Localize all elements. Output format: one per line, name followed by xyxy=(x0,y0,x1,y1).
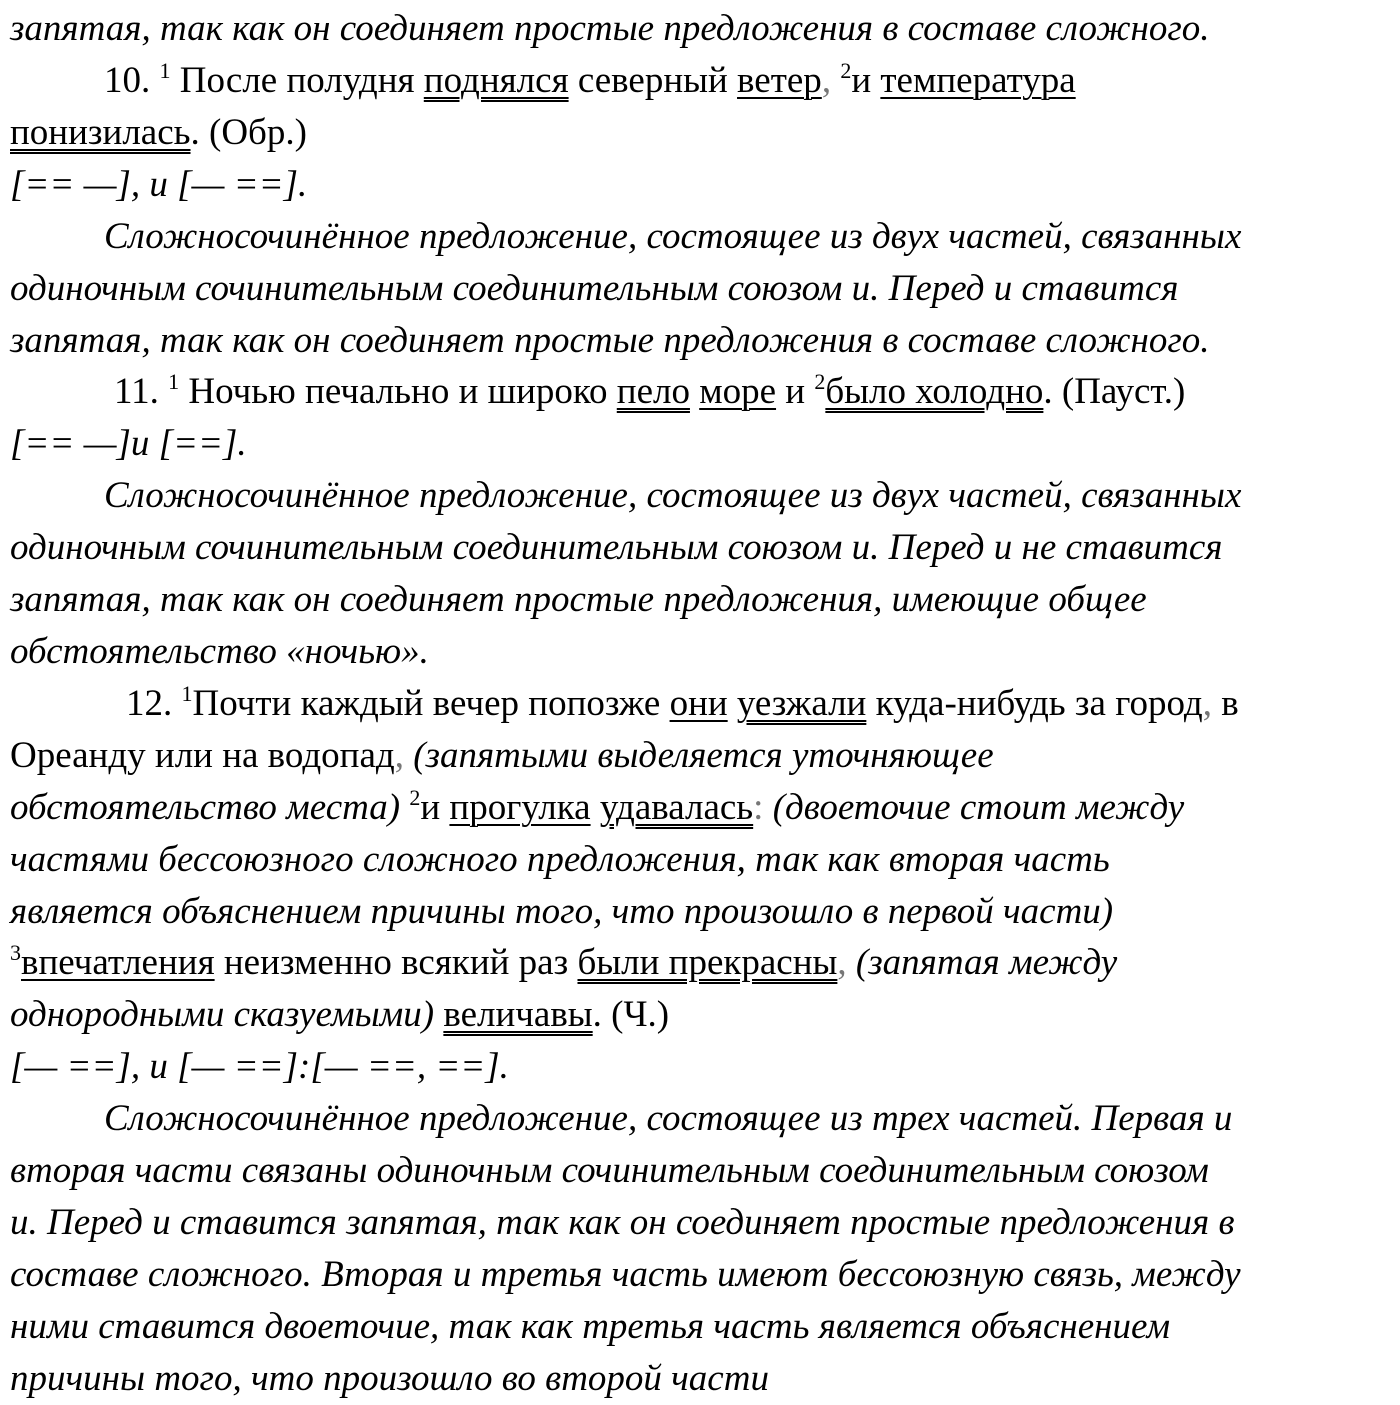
predicate: величавы xyxy=(443,994,593,1035)
punctuation-comma: , xyxy=(1202,683,1212,724)
subject: море xyxy=(699,371,777,412)
predicate: уезжали xyxy=(736,683,867,724)
subject: они xyxy=(669,683,728,724)
sentence-scheme: [== —], и [— ==]. xyxy=(10,164,308,205)
punctuation-note: (двоеточие стоит между xyxy=(763,787,1185,828)
explanation-line: Сложносочинённое предложение, состоящее из двух частей, связанных xyxy=(104,475,1242,516)
sentence-number: 12. xyxy=(126,683,182,724)
text-fragment: северный xyxy=(568,60,738,101)
text-fragment xyxy=(591,787,600,828)
text-fragment: Почти каждый вечер попозже xyxy=(192,683,670,724)
explanation-line: запятая, так как он соединяет простые предложения, имеющие общее xyxy=(10,579,1147,620)
part-index: 2 xyxy=(409,785,421,810)
text-line xyxy=(10,937,1117,989)
text-line: запятая, так как он соединяет простые предложения в составе сложного. xyxy=(10,8,1210,49)
text-fragment xyxy=(690,371,699,412)
text-line xyxy=(10,989,669,1041)
sentence-scheme: [— ==], и [— ==]:[— ==, ==]. xyxy=(10,1046,509,1087)
explanation-line: одиночным сочинительным соединительным союзом и. Перед и не ставится xyxy=(10,527,1223,568)
predicate: пело xyxy=(616,371,690,412)
explanation-line: Сложносочинённое предложение, состоящее из трех частей. Первая и xyxy=(104,1098,1233,1139)
text-fragment: и xyxy=(420,787,450,828)
text-fragment: неизменно всякий раз xyxy=(214,942,578,983)
text-fragment: Ореанду или на водопад xyxy=(10,735,395,776)
sentence-12 xyxy=(126,678,1239,730)
text-line xyxy=(10,107,307,159)
explanation-line: обстоятельство «ночью». xyxy=(10,631,429,672)
subject: ветер xyxy=(737,60,822,101)
explanation-line: и. Перед и ставится запятая, так как он соединяет простые предложения в xyxy=(10,1202,1235,1243)
punctuation-comma: , xyxy=(837,942,847,983)
text-fragment: и xyxy=(851,60,881,101)
sentence-number: 11. xyxy=(114,371,169,412)
subject: впечатления xyxy=(21,942,215,983)
subject: прогулка xyxy=(449,787,591,828)
text-line xyxy=(10,782,1184,834)
text-fragment xyxy=(728,683,737,724)
explanation-line: составе сложного. Вторая и третья часть имеют бессоюзную связь, между xyxy=(10,1254,1241,1295)
explanation-line: ними ставится двоеточие, так как третья часть является объяснением xyxy=(10,1306,1171,1347)
source-reference: . (Пауст.) xyxy=(1043,371,1186,412)
text-fragment: в xyxy=(1211,683,1239,724)
part-index: 1 xyxy=(181,681,193,706)
predicate: понизилась xyxy=(10,112,191,153)
predicate: было холодно xyxy=(825,371,1044,412)
part-index: 3 xyxy=(10,940,21,965)
punctuation-note: (запятыми выделяется уточняющее xyxy=(403,735,994,776)
text-fragment: Ночью печально и широко xyxy=(179,371,617,412)
explanation-line: одиночным сочинительным соединительным союзом и. Перед и ставится xyxy=(10,268,1179,309)
sentence-10 xyxy=(104,55,1076,107)
punctuation-note: однородными сказуемыми) xyxy=(10,994,444,1035)
explanation-line: Сложносочинённое предложение, состоящее из двух частей, связанных xyxy=(104,216,1242,257)
part-index: 2 xyxy=(840,58,852,83)
punctuation-comma: , xyxy=(394,735,404,776)
part-index: 1 xyxy=(168,369,180,394)
sentence-11 xyxy=(114,366,1185,418)
part-index: 1 xyxy=(159,58,171,83)
punctuation-colon: : xyxy=(753,787,764,828)
sentence-scheme: [== —]и [==]. xyxy=(10,423,247,464)
explanation-line: причины того, что произошло во второй части xyxy=(10,1358,769,1399)
text-fragment: После полудня xyxy=(170,60,424,101)
text-line xyxy=(10,730,994,782)
predicate: поднялся xyxy=(423,60,569,101)
punctuation-note: частями бессоюзного сложного предложения, так как вторая часть xyxy=(10,839,1110,880)
punctuation-note: обстоятельство места) xyxy=(10,787,410,828)
sentence-number: 10. xyxy=(104,60,160,101)
source-reference: . (Обр.) xyxy=(190,112,307,153)
explanation-line: запятая, так как он соединяет простые предложения в составе сложного. xyxy=(10,320,1210,361)
source-reference: . (Ч.) xyxy=(592,994,670,1035)
predicate: удавалась xyxy=(599,787,754,828)
predicate: были прекрасны xyxy=(577,942,838,983)
punctuation-note: (запятая между xyxy=(846,942,1118,983)
text-fragment: куда-нибудь за город xyxy=(866,683,1203,724)
punctuation-comma: , xyxy=(821,60,832,101)
subject: температура xyxy=(880,60,1076,101)
part-index: 2 xyxy=(814,369,826,394)
punctuation-note: является объяснением причины того, что произошло в первой части) xyxy=(10,891,1114,932)
explanation-line: вторая части связаны одиночным сочинительным соединительным союзом xyxy=(10,1150,1209,1191)
text-fragment: и xyxy=(776,371,815,412)
